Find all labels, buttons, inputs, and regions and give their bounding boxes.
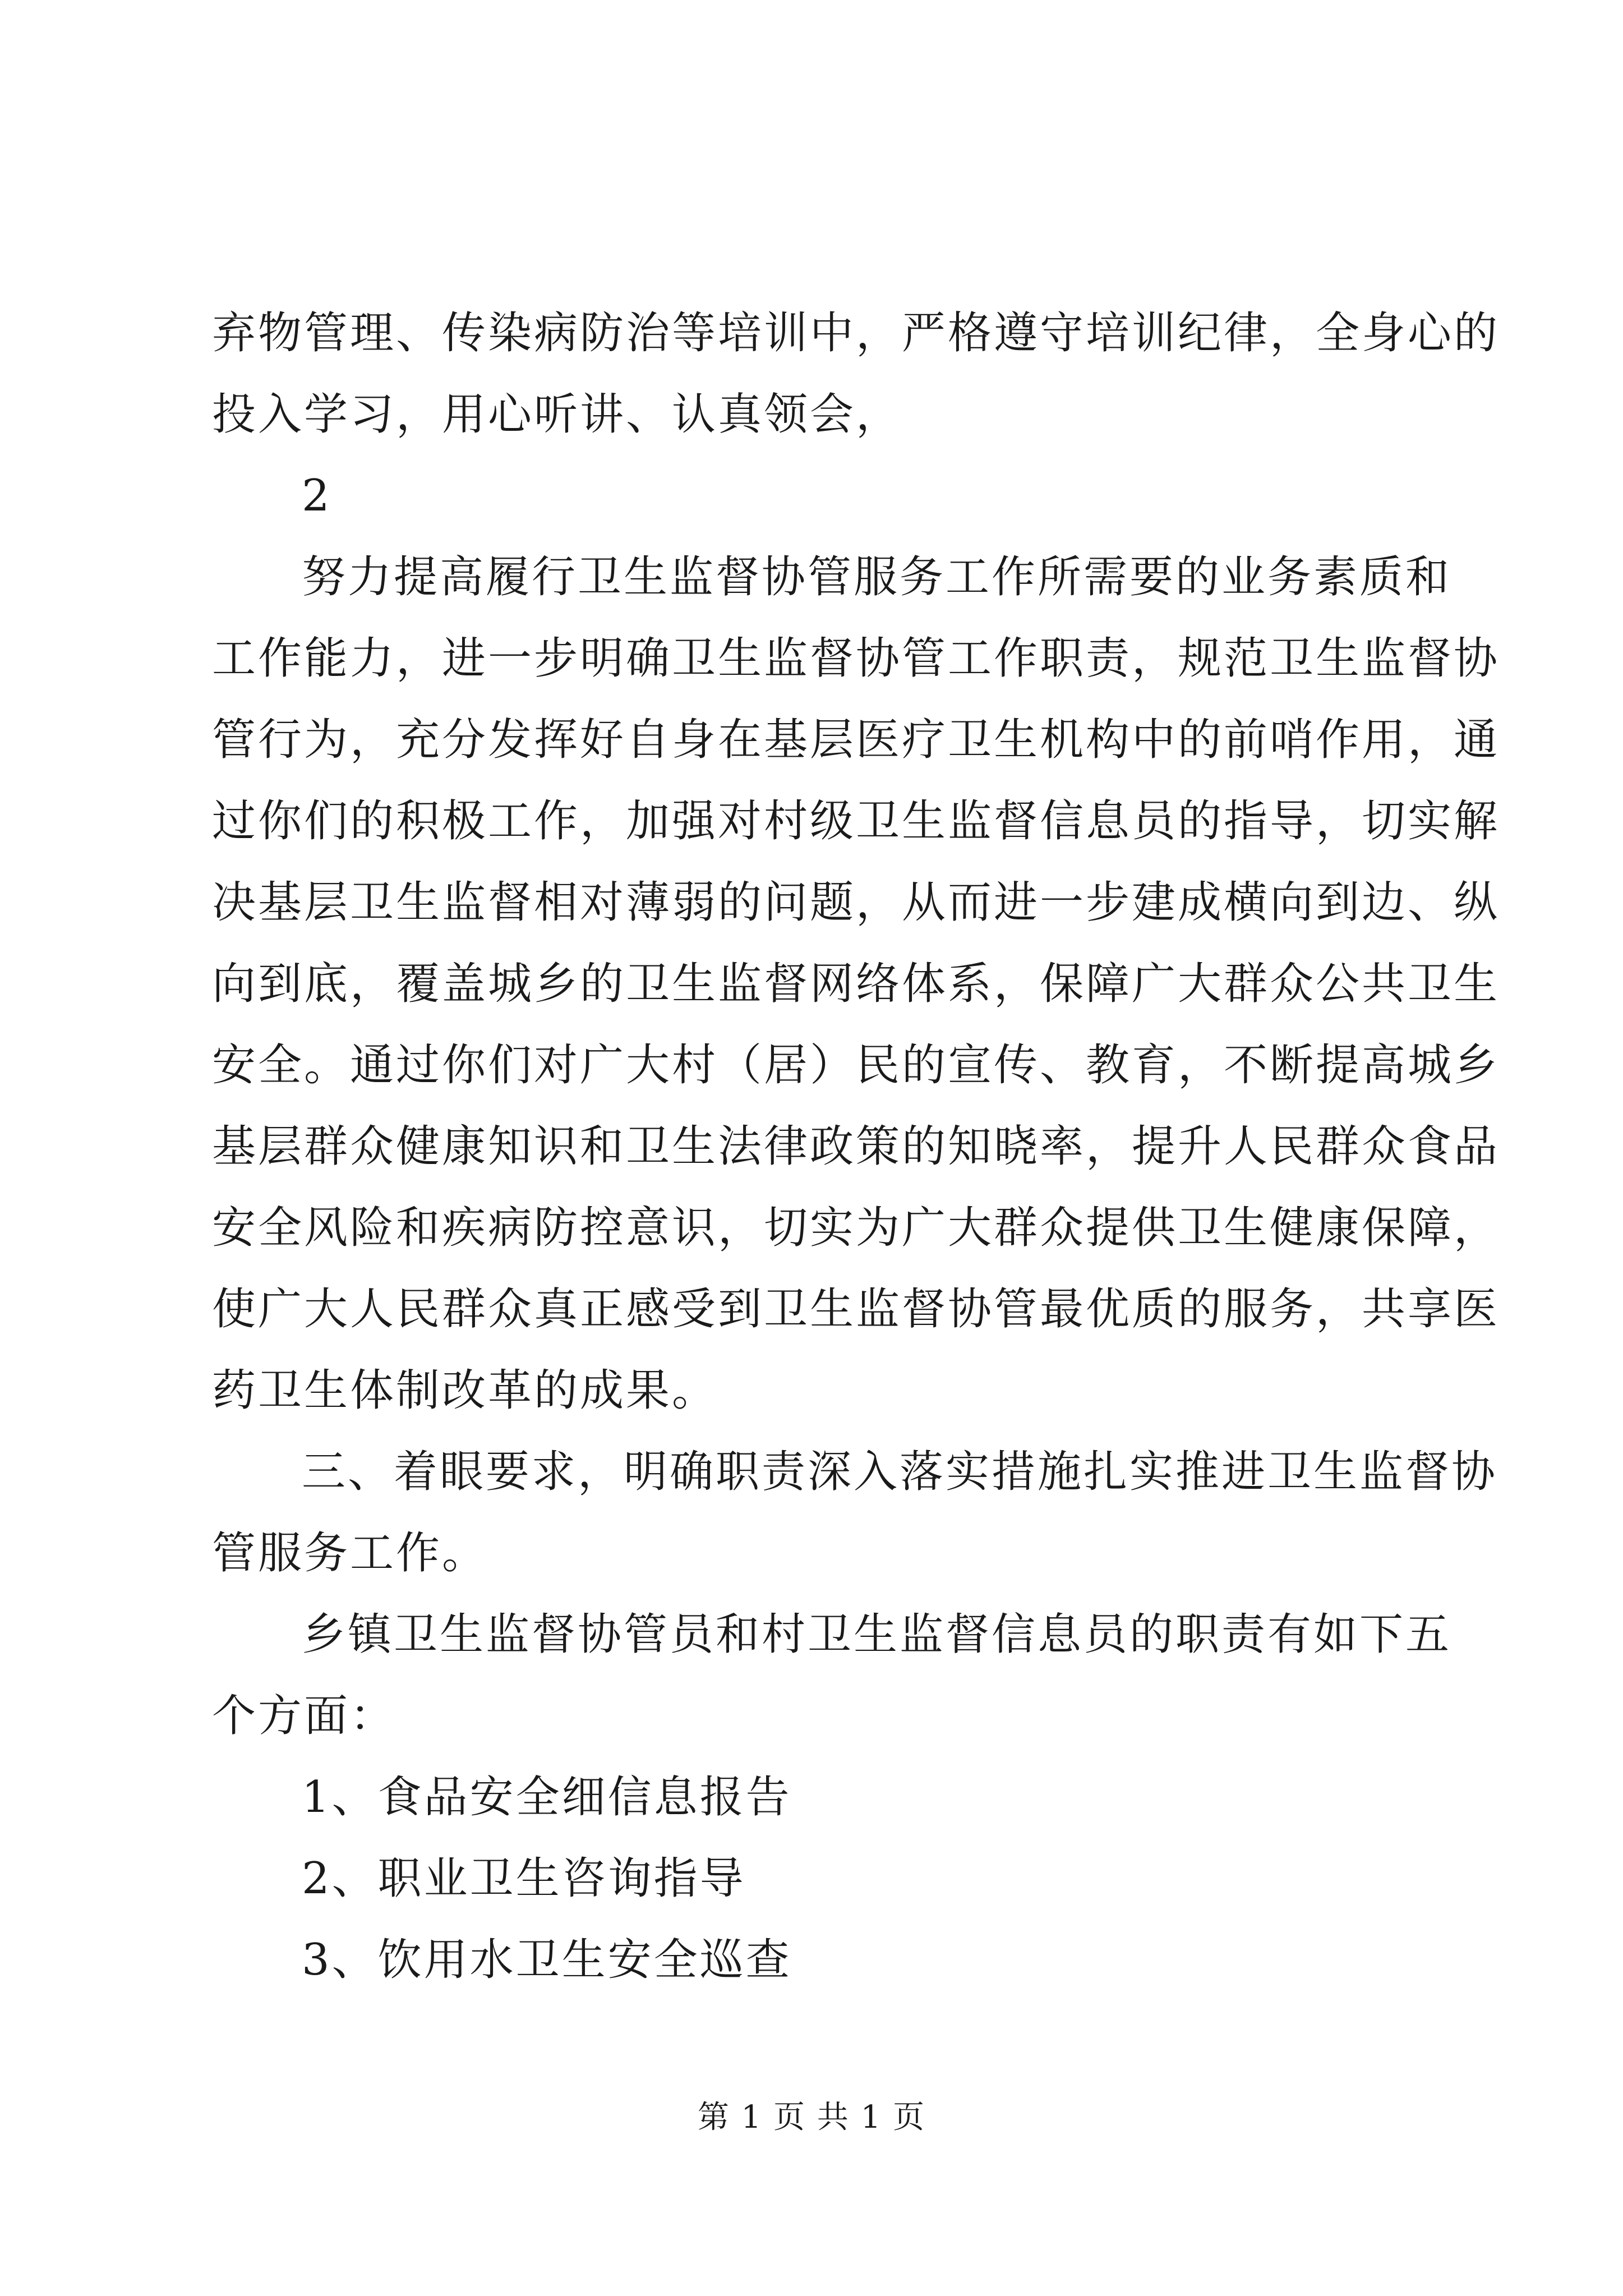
text-line-16: 管服务工作。 [212, 1528, 488, 1579]
list-item-2: 2、职业卫生咨询指导 [302, 1853, 746, 1904]
text-line-6: 管行为，充分发挥好自身在基层医疗卫生机构中的前哨作用，通 [212, 715, 1500, 765]
page-footer: 第 1 页 共 1 页 [697, 2099, 926, 2136]
text-line-12: 安全风险和疾病防控意识，切实为广大群众提供卫生健康保障， [212, 1203, 1500, 1253]
text-line-11: 基层群众健康知识和卫生法律政策的知晓率，提升人民群众食品 [212, 1121, 1500, 1172]
text-line-14: 药卫生体制改革的成果。 [212, 1365, 718, 1416]
text-line-9: 向到底，覆盖城乡的卫生监督网络体系，保障广大群众公共卫生 [212, 959, 1500, 1009]
paragraph-start-line: 努力提高履行卫生监督协管服务工作所需要的业务素质和 [302, 552, 1452, 602]
text-line-5: 工作能力，进一步明确卫生监督协管工作职责，规范卫生监督协 [212, 633, 1500, 684]
section-heading: 三、着眼要求，明确职责深入落实措施扎实推进卫生监督协 [302, 1447, 1498, 1497]
text-line-10: 安全。通过你们对广大村（居）民的宣传、教育，不断提高城乡 [212, 1040, 1500, 1091]
list-item-1: 1、食品安全细信息报告 [302, 1772, 792, 1823]
paragraph-start-line: 乡镇卫生监督协管员和村卫生监督信息员的职责有如下五 [302, 1609, 1452, 1660]
list-item-3: 3、饮用水卫生安全巡查 [302, 1935, 792, 1985]
text-line-13: 使广大人民群众真正感受到卫生监督协管最优质的服务，共享医 [212, 1284, 1500, 1335]
text-line-1: 弃物管理、传染病防治等培训中，严格遵守培训纪律，全身心的 [212, 308, 1500, 358]
page-number-marker: 2 [302, 471, 332, 521]
text-line-2: 投入学习，用心听讲、认真领会， [212, 389, 902, 440]
document-body [212, 293, 1500, 2001]
text-line-8: 决基层卫生监督相对薄弱的问题，从而进一步建成横向到边、纵 [212, 877, 1500, 928]
text-line-18: 个方面： [212, 1691, 396, 1741]
text-line-7: 过你们的积极工作，加强对村级卫生监督信息员的指导，切实解 [212, 796, 1500, 846]
